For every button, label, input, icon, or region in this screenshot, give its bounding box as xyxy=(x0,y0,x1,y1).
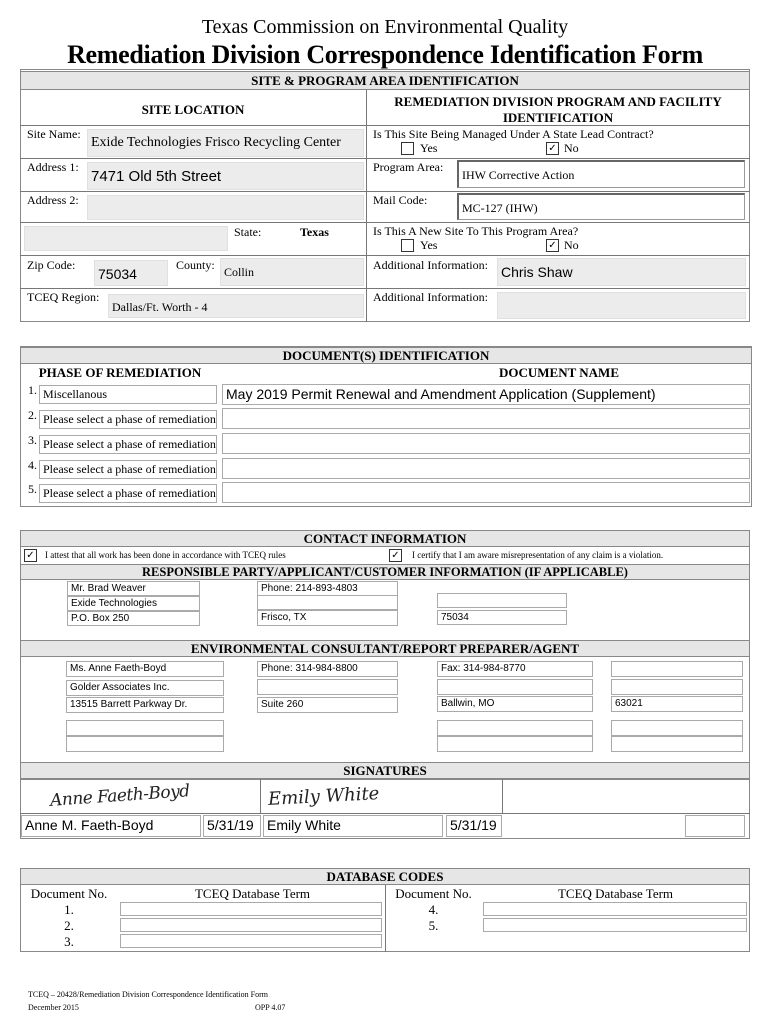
signer-3-field[interactable] xyxy=(685,815,745,837)
footer-date: December 2015 xyxy=(28,1003,79,1012)
address1-label: Address 1: xyxy=(27,160,79,174)
consultant-company-field[interactable] xyxy=(66,680,224,696)
database-section-title: DATABASE CODES xyxy=(20,868,750,885)
doc-phase-select[interactable] xyxy=(39,435,217,454)
signer-1-date: 5/31/19 xyxy=(207,817,254,833)
doc-phase-value: Please select a phase of remediation xyxy=(43,412,216,426)
document-name-heading: DOCUMENT NAME xyxy=(498,365,619,380)
doc-phase-value: Please select a phase of remediation xyxy=(43,462,216,476)
doc-name-value: May 2019 Permit Renewal and Amendment Application (Supplement) xyxy=(226,386,656,402)
consultant-field-blank[interactable] xyxy=(437,736,593,752)
consultant-name: Ms. Anne Faeth-Boyd xyxy=(70,663,167,674)
consultant-field-blank[interactable] xyxy=(66,736,224,752)
agency-name: Texas Commission on Environmental Quality xyxy=(201,16,569,38)
site-name-field[interactable] xyxy=(87,129,364,157)
new-site-no-check: ✓ xyxy=(548,240,557,251)
attest-text: I attest that all work has been done in accordance with TCEQ rules xyxy=(45,550,286,560)
consultant-fax-field[interactable] xyxy=(437,661,593,677)
form-title: Remediation Division Correspondence Identification Form xyxy=(67,40,703,69)
doc-phase-select[interactable] xyxy=(39,385,217,404)
phase-heading: PHASE OF REMEDIATION xyxy=(38,365,202,380)
db-term-field[interactable] xyxy=(120,918,382,932)
doc-row-num: 5. xyxy=(28,482,37,496)
attest-checkbox[interactable] xyxy=(24,549,37,562)
region-value: Dallas/Ft. Worth - 4 xyxy=(112,300,208,314)
attest-check: ✓ xyxy=(26,550,35,561)
documents-section-title: DOCUMENT(S) IDENTIFICATION xyxy=(20,347,752,364)
state-lead-yes-label: Yes xyxy=(420,141,438,155)
db-row-num: 1. xyxy=(64,902,74,917)
certify-text: I certify that I am aware misrepresentation of any claim is a violation. xyxy=(412,550,664,560)
consultant-field-blank[interactable] xyxy=(611,736,743,752)
mail-code-select[interactable] xyxy=(457,193,745,220)
db-term-field[interactable] xyxy=(483,918,747,932)
consultant-field-blank[interactable] xyxy=(611,679,743,695)
consultant-city: Ballwin, MO xyxy=(441,698,495,709)
site-name-value: Exide Technologies Frisco Recycling Center xyxy=(91,135,341,150)
program-area-label: Program Area: xyxy=(373,160,444,174)
site-location-heading: SITE LOCATION xyxy=(141,102,245,117)
region-label: TCEQ Region: xyxy=(27,290,100,304)
new-site-question: Is This A New Site To This Program Area? xyxy=(373,224,579,238)
consultant-title: ENVIRONMENTAL CONSULTANT/REPORT PREPARER/AGENT xyxy=(20,640,750,657)
mail-code-label: Mail Code: xyxy=(373,193,428,207)
consultant-zip: 63021 xyxy=(615,698,643,709)
county-field[interactable] xyxy=(220,258,364,286)
additional-info-value-1: Chris Shaw xyxy=(501,264,573,280)
signer-2-date-field[interactable] xyxy=(446,815,502,837)
consultant-name-field[interactable] xyxy=(66,661,224,677)
db-term-label-right: TCEQ Database Term xyxy=(557,886,674,901)
mail-code-value: MC-127 (IHW) xyxy=(462,201,538,215)
db-row-num: 3. xyxy=(64,934,74,949)
doc-row-num: 3. xyxy=(28,433,37,447)
consultant-field-blank[interactable] xyxy=(611,720,743,736)
consultant-suite: Suite 260 xyxy=(261,699,304,710)
program-area-select[interactable] xyxy=(457,160,745,188)
doc-name-field[interactable] xyxy=(222,408,750,429)
signature-1: Anne Faeth-Boyd xyxy=(49,781,191,811)
additional-info-field-2[interactable] xyxy=(497,292,746,319)
consultant-fax: Fax: 314-984-8770 xyxy=(441,663,526,674)
doc-row-num: 1. xyxy=(28,383,37,397)
program-area-value: IHW Corrective Action xyxy=(462,168,575,182)
doc-name-field[interactable] xyxy=(222,433,750,454)
db-row-num: 5. xyxy=(428,918,439,933)
doc-phase-value: Please select a phase of remediation xyxy=(43,437,216,451)
signer-1-date-field[interactable] xyxy=(203,815,261,837)
contact-section-title: CONTACT INFORMATION xyxy=(20,530,750,547)
consultant-phone-field[interactable] xyxy=(257,661,398,677)
new-site-no-checkbox[interactable] xyxy=(546,239,559,252)
state-value: Texas xyxy=(300,225,329,239)
responsible-address: P.O. Box 250 xyxy=(71,613,130,624)
signer-2-date: 5/31/19 xyxy=(450,817,497,833)
site-name-label: Site Name: xyxy=(27,127,81,141)
consultant-city-field[interactable] xyxy=(437,696,593,712)
address1-field[interactable] xyxy=(87,162,364,190)
state-lead-question: Is This Site Being Managed Under A State Lead Contract? xyxy=(373,127,654,141)
address2-label: Address 2: xyxy=(27,193,79,207)
zip-value: 75034 xyxy=(98,266,137,282)
responsible-zip: 75034 xyxy=(441,612,469,623)
responsible-phone-field[interactable] xyxy=(257,581,398,596)
doc-name-field[interactable] xyxy=(222,482,750,503)
zip-label: Zip Code: xyxy=(27,258,76,272)
additional-info-field-1[interactable] xyxy=(497,258,746,286)
responsible-company: Exide Technologies xyxy=(71,598,157,609)
consultant-field-blank[interactable] xyxy=(257,679,398,695)
additional-info-label-2: Additional Information: xyxy=(373,290,488,304)
responsible-name-field[interactable] xyxy=(67,581,200,596)
db-row-num: 2. xyxy=(64,918,74,933)
responsible-party-title: RESPONSIBLE PARTY/APPLICANT/CUSTOMER INFORMATION (IF APPLICABLE) xyxy=(20,564,750,580)
address2-field[interactable] xyxy=(87,195,364,220)
region-field[interactable] xyxy=(108,294,364,318)
db-doc-no-label-left: Document No. xyxy=(30,886,108,901)
consultant-field-blank[interactable] xyxy=(66,720,224,736)
responsible-field-blank[interactable] xyxy=(437,593,567,608)
program-heading-line1: REMEDIATION DIVISION PROGRAM AND FACILITY xyxy=(394,94,722,109)
state-lead-no-checkbox[interactable] xyxy=(546,142,559,155)
responsible-city: Frisco, TX xyxy=(261,612,307,623)
db-term-label-left: TCEQ Database Term xyxy=(194,886,311,901)
city-field[interactable] xyxy=(24,226,228,251)
consultant-field-blank[interactable] xyxy=(437,720,593,736)
county-label: County: xyxy=(176,258,215,272)
db-term-field[interactable] xyxy=(120,934,382,948)
address1-value: 7471 Old 5th Street xyxy=(91,168,222,185)
new-site-yes-label: Yes xyxy=(420,238,438,252)
program-heading-line2: IDENTIFICATION xyxy=(502,110,614,125)
responsible-name: Mr. Brad Weaver xyxy=(71,583,146,594)
consultant-address: 13515 Barrett Parkway Dr. xyxy=(70,699,188,710)
site-program-section-title: SITE & PROGRAM AREA IDENTIFICATION xyxy=(20,71,750,90)
responsible-company-field[interactable] xyxy=(67,596,200,611)
doc-phase-select[interactable] xyxy=(39,410,217,429)
db-term-field[interactable] xyxy=(120,902,382,916)
db-term-field[interactable] xyxy=(483,902,747,916)
consultant-field-blank[interactable] xyxy=(437,679,593,695)
consultant-company: Golder Associates Inc. xyxy=(70,682,170,693)
doc-phase-value: Miscellanous xyxy=(43,387,107,401)
signatures-title: SIGNATURES xyxy=(20,762,750,779)
state-lead-no-label: No xyxy=(564,141,579,155)
doc-row-num: 4. xyxy=(28,458,37,472)
responsible-field-blank[interactable] xyxy=(257,595,398,610)
responsible-phone: Phone: 214-893-4803 xyxy=(261,583,358,594)
certify-checkbox[interactable] xyxy=(389,549,402,562)
new-site-no-label: No xyxy=(564,238,579,252)
certify-check: ✓ xyxy=(391,550,400,561)
doc-phase-select[interactable] xyxy=(39,484,217,503)
signer-1-name: Anne M. Faeth-Boyd xyxy=(25,817,154,833)
db-row-num: 4. xyxy=(428,902,439,917)
signer-2-name: Emily White xyxy=(267,817,341,833)
responsible-zip-field[interactable] xyxy=(437,610,567,625)
doc-name-field[interactable] xyxy=(222,458,750,479)
db-doc-no-label-right: Document No. xyxy=(395,886,472,901)
doc-row-num: 2. xyxy=(28,408,37,422)
additional-info-label-1: Additional Information: xyxy=(373,258,488,272)
doc-phase-select[interactable] xyxy=(39,460,217,479)
responsible-address-field[interactable] xyxy=(67,611,200,626)
signer-2-name-field[interactable] xyxy=(263,815,443,837)
signer-1-name-field[interactable] xyxy=(21,815,201,837)
footer-form-id: TCEQ – 20428/Remediation Division Correspondence Identification Form xyxy=(28,990,268,999)
consultant-address-field[interactable] xyxy=(66,697,224,713)
consultant-field-blank[interactable] xyxy=(611,661,743,677)
doc-phase-value: Please select a phase of remediation xyxy=(43,486,216,500)
signature-2: Emily White xyxy=(267,783,380,810)
state-lead-no-check: ✓ xyxy=(548,143,557,154)
county-value: Collin xyxy=(224,265,255,279)
footer-opp: OPP 4.07 xyxy=(255,1003,286,1012)
new-site-yes-checkbox[interactable] xyxy=(401,239,414,252)
consultant-zip-field[interactable] xyxy=(611,696,743,712)
state-label: State: xyxy=(234,225,262,239)
doc-name-field[interactable] xyxy=(222,384,750,405)
consultant-phone: Phone: 314-984-8800 xyxy=(261,663,358,674)
consultant-suite-field[interactable] xyxy=(257,697,398,713)
responsible-city-field[interactable] xyxy=(257,610,398,626)
zip-field[interactable] xyxy=(94,260,168,286)
state-lead-yes-checkbox[interactable] xyxy=(401,142,414,155)
